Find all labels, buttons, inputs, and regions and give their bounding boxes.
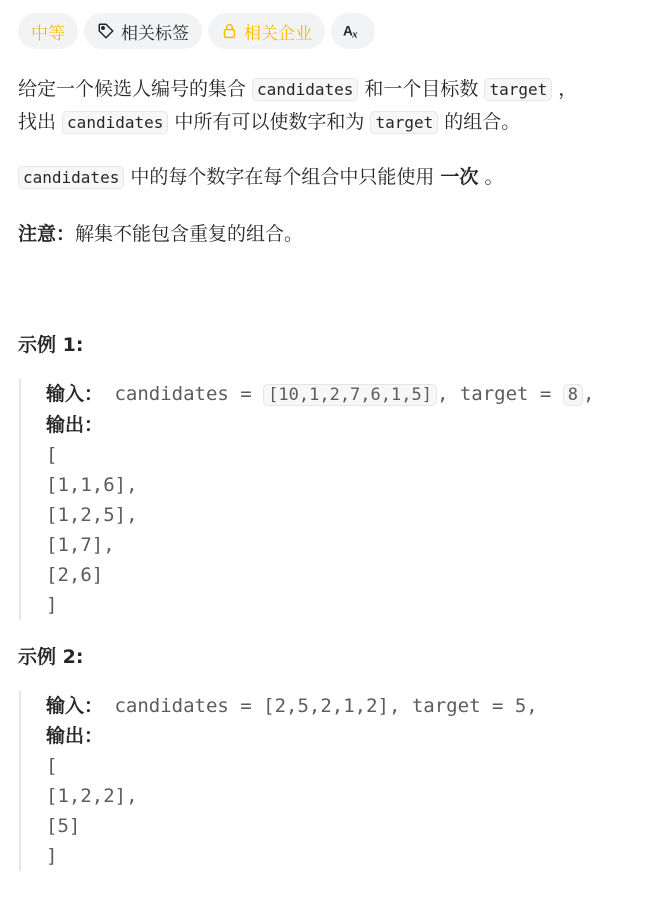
difficulty-badge[interactable]: 中等 — [18, 13, 78, 49]
tag-icon — [97, 22, 115, 40]
example-2-output-line: [5] — [46, 815, 81, 837]
lock-icon — [221, 22, 238, 40]
related-companies-button[interactable] — [208, 13, 325, 49]
inline-code: candidates — [252, 78, 358, 101]
related-companies-label: 相关企业 — [244, 23, 312, 44]
example-1-output-line: [2,6] — [46, 564, 104, 586]
note-label: 注意： — [18, 223, 76, 245]
example-1-output-line: [1,1,6], — [46, 474, 138, 496]
description-paragraph-1: 给定一个候选人编号的集合 candidates 和一个目标数 target ， 找出 candidates 中所有可以使数字和为 target 的组合。 — [18, 78, 578, 133]
related-topics-button[interactable] — [84, 13, 202, 49]
example-1-block — [19, 379, 669, 620]
svg-text:A: A — [343, 23, 353, 39]
inline-code: target — [484, 78, 552, 101]
example-2-output-line: [ — [46, 755, 58, 777]
example-1-title: 示例 1: — [18, 334, 84, 356]
example-1-output-line: [ — [46, 444, 58, 466]
tag-row — [18, 13, 669, 49]
example-2-input: 输入： candidates = [2,5,2,1,2], target = 5, — [46, 695, 538, 717]
example-1-output-line: ] — [46, 594, 58, 616]
example-2-output-line: [1,2,2], — [46, 785, 138, 807]
inline-code: target — [370, 111, 438, 134]
example-1-output-line: [1,2,5], — [46, 504, 138, 526]
example-1-output-line: [1,7], — [46, 534, 115, 556]
svg-text:x: x — [352, 28, 358, 40]
translate-button[interactable] — [331, 13, 375, 49]
inline-code: candidates — [62, 111, 168, 134]
translate-icon — [343, 22, 363, 40]
note-text: 解集不能包含重复的组合。 — [75, 223, 304, 245]
description-paragraph-2: candidates 中的每个数字在每个组合中只能使用 一次 。 — [18, 161, 669, 194]
note-paragraph — [18, 218, 669, 250]
related-topics-label: 相关标签 — [121, 23, 189, 44]
example-1-output-label: 输出： — [46, 414, 104, 436]
example-2-output-label: 输出： — [46, 725, 104, 747]
inline-code: candidates — [18, 166, 124, 189]
example-2-output-line: ] — [46, 845, 58, 867]
example-2-title: 示例 2: — [18, 646, 84, 668]
example-2-block — [19, 691, 669, 871]
example-1-input: 输入： candidates = [10,1,2,7,6,1,5] , target = 8 , — [46, 383, 595, 405]
